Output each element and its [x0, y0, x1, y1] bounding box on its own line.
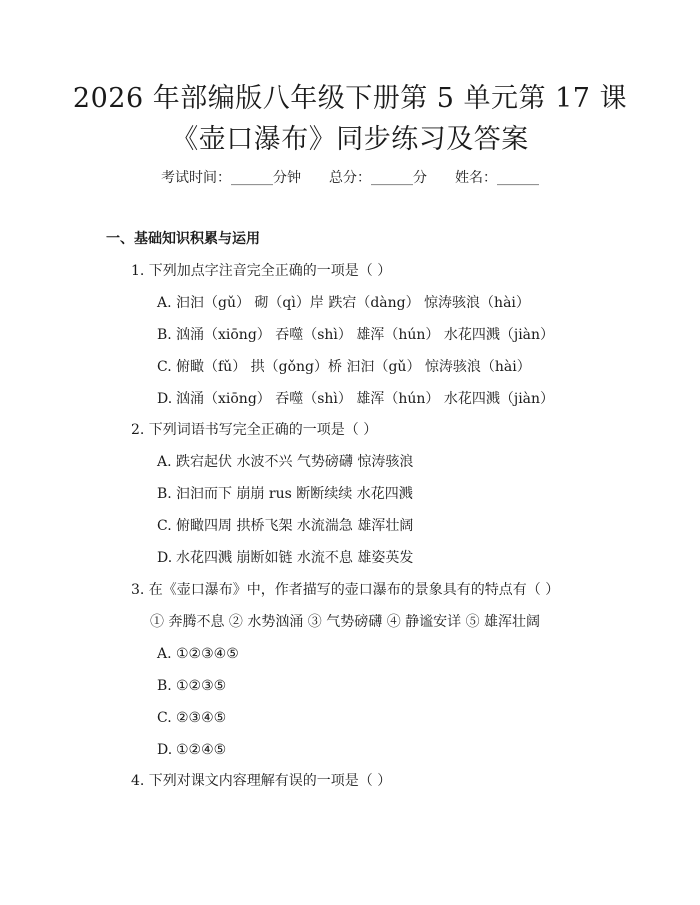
option-text: 汹涌（xiōng） 吞噬（shì） 雄浑（hún） 水花四溅（jiàn）: [176, 391, 555, 407]
question-3-option-d: [157, 740, 226, 760]
title-line-2: 《壶口瀑布》同步练习及答案: [171, 124, 529, 155]
student-name: 姓名：______: [455, 170, 539, 186]
option-text: ②③④⑤: [176, 710, 227, 726]
question-3-option-a: [157, 644, 239, 664]
option-letter: C.: [157, 359, 172, 375]
option-text: 水花四溅 崩断如链 水流不息 雄姿英发: [176, 550, 414, 566]
option-letter: B.: [157, 678, 172, 694]
option-letter: A.: [157, 295, 172, 311]
option-text: ①②③⑤: [176, 678, 227, 694]
question-1-stem: 1. 下列加点字注音完全正确的一项是（ ）: [131, 263, 392, 279]
question-3-option-c: [157, 708, 226, 728]
question-1-option-a: [157, 293, 530, 313]
option-text: 汩汩而下 崩崩 rus 断断续续 水花四溅: [176, 486, 413, 502]
option-letter: C.: [157, 710, 172, 726]
question-2-option-d: [157, 548, 413, 568]
option-text: ①②④⑤: [176, 742, 227, 758]
option-text: 俯瞰四周 拱桥飞架 水流湍急 雄浑壮阔: [176, 518, 414, 534]
option-text: ①②③④⑤: [176, 646, 239, 662]
option-text: 汩汩（gǔ） 砌（qì）岸 跌宕（dàng） 惊涛骇浪（hài）: [176, 295, 530, 311]
question-3-stem: 3. 在《壶口瀑布》中，作者描写的壶口瀑布的景象具有的特点有（ ）: [131, 582, 560, 598]
title-line-1: 2026 年部编版八年级下册第 5 单元第 17 课: [72, 83, 628, 114]
question-3-option-b: [157, 676, 226, 696]
question-2-option-b: [157, 484, 413, 504]
exam-time: 考试时间：______分钟: [161, 170, 301, 186]
option-letter: A.: [157, 646, 172, 662]
exam-meta: [0, 168, 700, 188]
option-letter: D.: [157, 550, 173, 566]
question-2-stem: 2. 下列词语书写完全正确的一项是（ ）: [131, 422, 378, 438]
option-text: 俯瞰（fǔ） 拱（gǒng）桥 汩汩（gǔ） 惊涛骇浪（hài）: [176, 359, 531, 375]
total-score: 总分：______分: [329, 170, 427, 186]
question-1-option-d: [157, 389, 554, 409]
option-text: 跌宕起伏 水波不兴 气势磅礴 惊涛骇浪: [176, 454, 414, 470]
question-1-option-c: [157, 357, 531, 377]
option-letter: D.: [157, 742, 173, 758]
question-3-items: ① 奔腾不息 ② 水势汹涌 ③ 气势磅礴 ④ 静谧安详 ⑤ 雄浑壮阔: [150, 614, 541, 630]
section-heading: 一、基础知识积累与运用: [106, 231, 260, 247]
option-text: 汹涌（xiōng） 吞噬（shì） 雄浑（hún） 水花四溅（jiàn）: [176, 327, 555, 343]
question-1-option-b: [157, 325, 554, 345]
option-letter: C.: [157, 518, 172, 534]
option-letter: A.: [157, 454, 172, 470]
question-4-stem: 4. 下列对课文内容理解有误的一项是（ ）: [131, 773, 392, 789]
question-2-option-c: [157, 516, 413, 536]
option-letter: D.: [157, 391, 173, 407]
option-letter: B.: [157, 327, 172, 343]
question-2-option-a: [157, 452, 413, 472]
option-letter: B.: [157, 486, 172, 502]
